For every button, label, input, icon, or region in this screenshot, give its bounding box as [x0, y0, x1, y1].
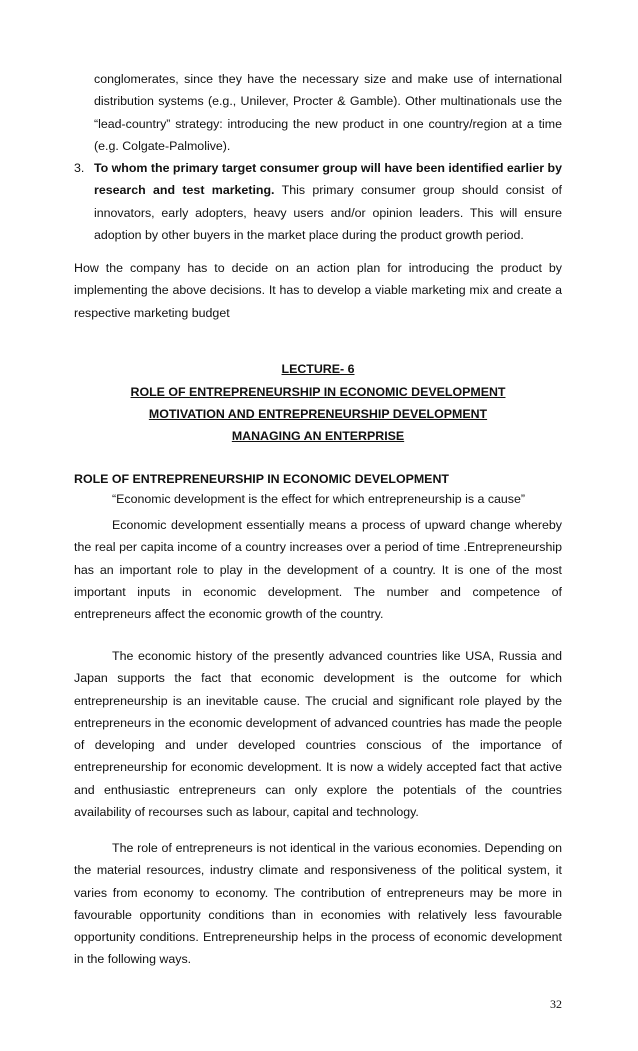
- body-paragraph-3: The role of entrepreneurs is not identical in the various economies. Depending on the material resources, industry climate and responsiveness of the political system, it varies from economy to economy. The contribution of entrepreneurs may be more in favourable opportunity conditions than in economies with relatively less favourable opportunity conditions. Entrepreneurship helps in the process of economic development in the following ways.: [74, 841, 562, 967]
- intro-paragraph: How the company has to decide on an action plan for introducing the product by implementing the above decisions. It has to develop a viable marketing mix and create a respective marketing budget: [74, 261, 562, 320]
- list-item-number: 3.: [74, 161, 85, 175]
- list-item-3-bold: To whom the primary target consumer group will have been identified earlier by research and test marketing.: [94, 161, 562, 198]
- lecture-title: LECTURE- 6: [281, 362, 355, 376]
- body-paragraph-1: Economic development essentially means a process of upward change whereby the real per capita income of a country increases over a period of time .Entrepreneurship has an important role to play in the development of a country. It is one of the most important inputs in economic development. The number and competence of entrepreneurs affect the economic growth of the country.: [74, 518, 562, 622]
- body-paragraph-2: The economic history of the presently advanced countries like USA, Russia and Japan supports the fact that economic development is the outcome for which entrepreneurship is an inevitable cause. The crucial and significant role played by the entrepreneurs in the economic development of advanced countries has made the people of developing and under developed countries conscious of the importance of entrepreneurship for economic development. It is now a widely accepted fact that active and enthusiastic entrepreneurs can only explore the potentials of the countries availability of recourses such as labour, capital and technology.: [74, 649, 562, 820]
- page-number: 32: [550, 997, 562, 1011]
- section-heading: ROLE OF ENTREPRENEURSHIP IN ECONOMIC DEVELOPMENT: [74, 472, 449, 486]
- section-quote: “Economic development is the effect for which entrepreneurship is a cause”: [112, 492, 526, 506]
- lecture-topic-2: MOTIVATION AND ENTREPRENEURSHIP DEVELOPMENT: [148, 407, 488, 421]
- list-item-3-text: This primary consumer group should consist of innovators, early adopters, heavy users and/or opinion leaders. This will ensure adoption by other buyers in the market place during the product growth period.: [94, 183, 562, 242]
- lecture-topic-3: MANAGING AN ENTERPRISE: [231, 429, 405, 443]
- list-item-3: [94, 157, 562, 246]
- lecture-topic-1: ROLE OF ENTREPRENEURSHIP IN ECONOMIC DEVELOPMENT: [130, 385, 506, 399]
- continued-list-item: conglomerates, since they have the necessary size and make use of international distribution systems (e.g., Unilever, Procter & Gamble). Other multinationals use the “lead-country” strategy: introducing the new product in one country/region at a time (e.g. Colgate-Palmolive).: [94, 72, 562, 153]
